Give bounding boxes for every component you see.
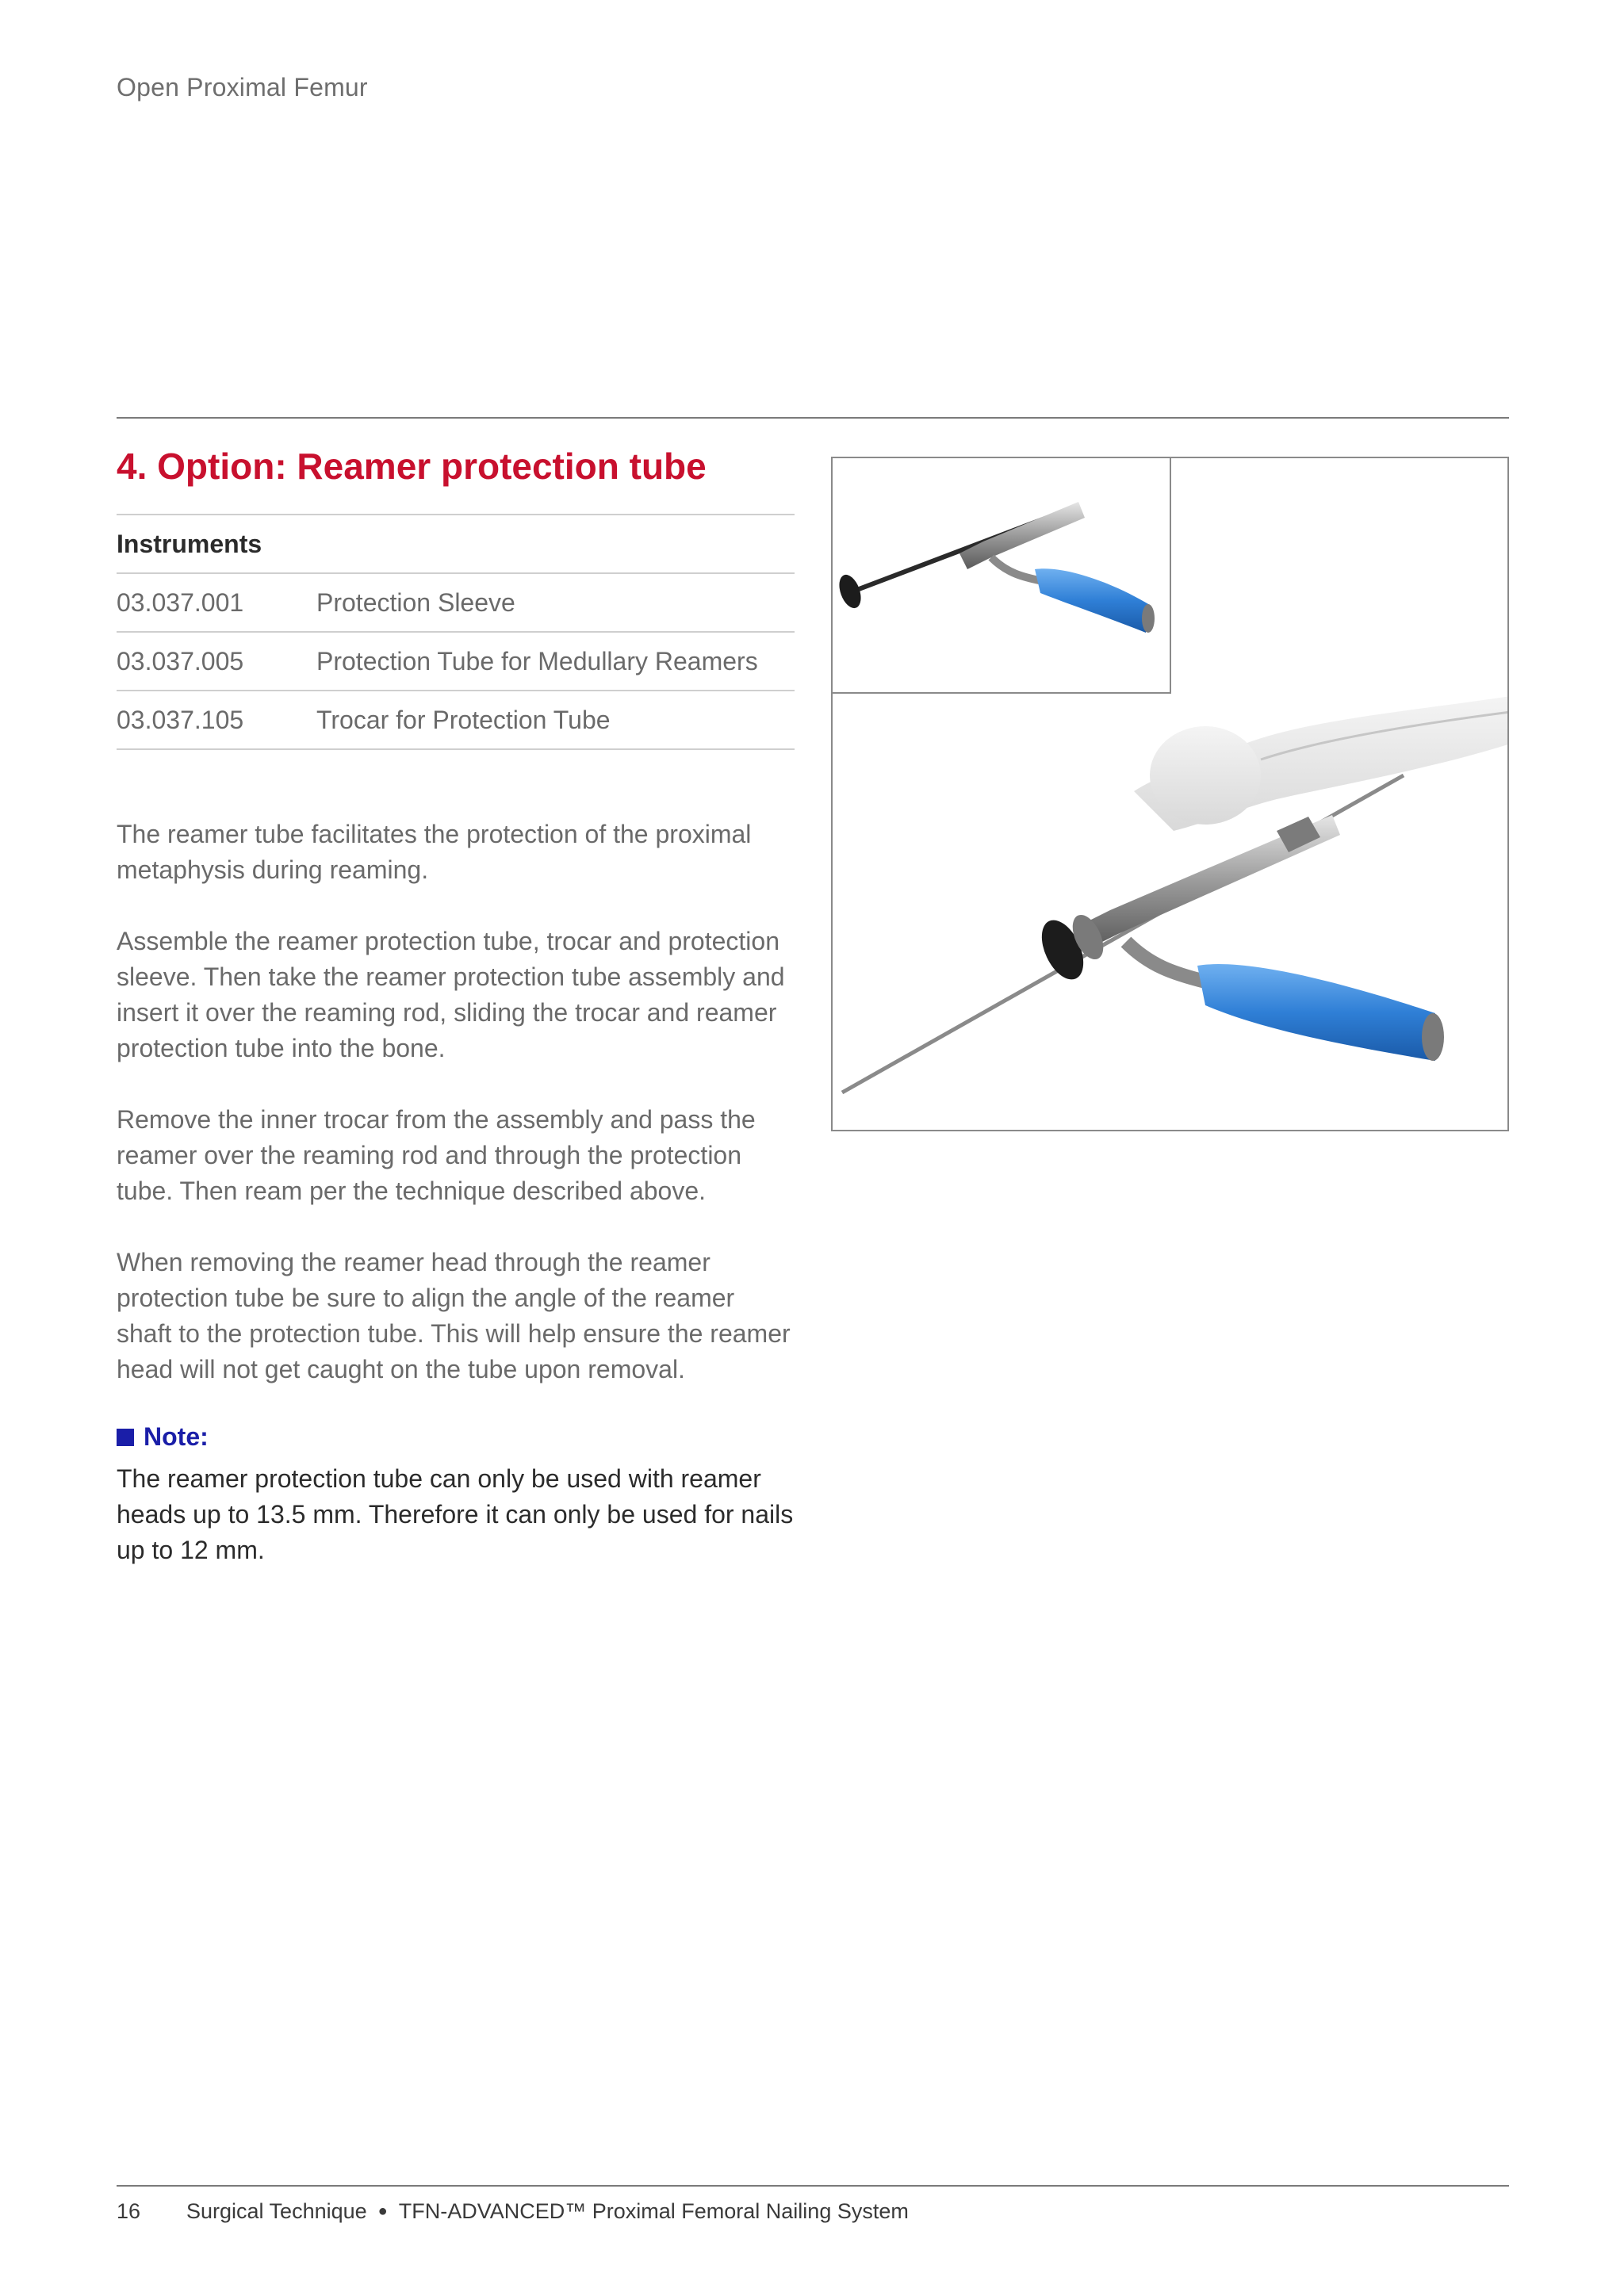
top-divider — [117, 417, 1509, 419]
instrument-name: Protection Sleeve — [316, 573, 795, 632]
protection-tube — [1078, 815, 1340, 950]
instruments-table — [117, 514, 795, 750]
instrument-code: 03.037.001 — [117, 573, 316, 632]
running-head: Open Proximal Femur — [117, 73, 368, 101]
instruments-header: Instruments — [117, 515, 795, 573]
inset-assembly-illustration — [833, 458, 1171, 694]
table-row — [117, 632, 795, 691]
footer-product: TFN-ADVANCED™ Proximal Femoral Nailing System — [398, 2199, 909, 2223]
note-label: Note: — [144, 1422, 209, 1451]
instrument-figure — [831, 457, 1509, 1131]
instrument-code: 03.037.005 — [117, 632, 316, 691]
paragraph-assemble: Assemble the reamer protection tube, trocar and protection sleeve. Then take the reamer protection tube assembly and insert it over the reaming rod, sliding the trocar and reamer protection tube into the bone. — [117, 927, 785, 1062]
note-text: The reamer protection tube can only be used with reamer heads up to 13.5 mm. Therefore it can only be used for nails up to 12 mm. — [117, 1464, 794, 1564]
main-column — [117, 441, 795, 1594]
table-row — [117, 691, 795, 749]
inset-assembly-figure — [833, 458, 1171, 694]
paragraph-intro: The reamer tube facilitates the protection of the proximal metaphysis during reaming. — [117, 820, 752, 884]
page-number: 16 — [117, 2199, 141, 2223]
footer-bullet-icon: ● — [377, 2202, 388, 2220]
footer-doc-type: Surgical Technique — [186, 2199, 367, 2223]
paragraph-remove-reamer: When removing the reamer head through the reamer protection tube be sure to align the angle of the reamer shaft to the protection tube. This will help ensure the reamer head will not get caught on the tube upon removal. — [117, 1248, 791, 1383]
bottom-divider — [117, 2185, 1509, 2187]
blue-handle — [1126, 942, 1444, 1061]
instrument-code: 03.037.105 — [117, 691, 316, 749]
footer — [117, 2199, 909, 2224]
instruments-header-row — [117, 515, 795, 573]
instrument-name: Protection Tube for Medullary Reamers — [316, 632, 795, 691]
instrument-name: Trocar for Protection Tube — [316, 691, 795, 749]
note-heading — [117, 1419, 795, 1455]
note-square-icon — [117, 1429, 134, 1446]
section-title: 4. Option: Reamer protection tube — [117, 446, 707, 487]
table-row — [117, 573, 795, 632]
paragraph-remove-trocar: Remove the inner trocar from the assembly and pass the reamer over the reaming rod and through the protection tube. Then ream per the technique described above. — [117, 1105, 756, 1205]
femur-bone — [1134, 696, 1509, 831]
